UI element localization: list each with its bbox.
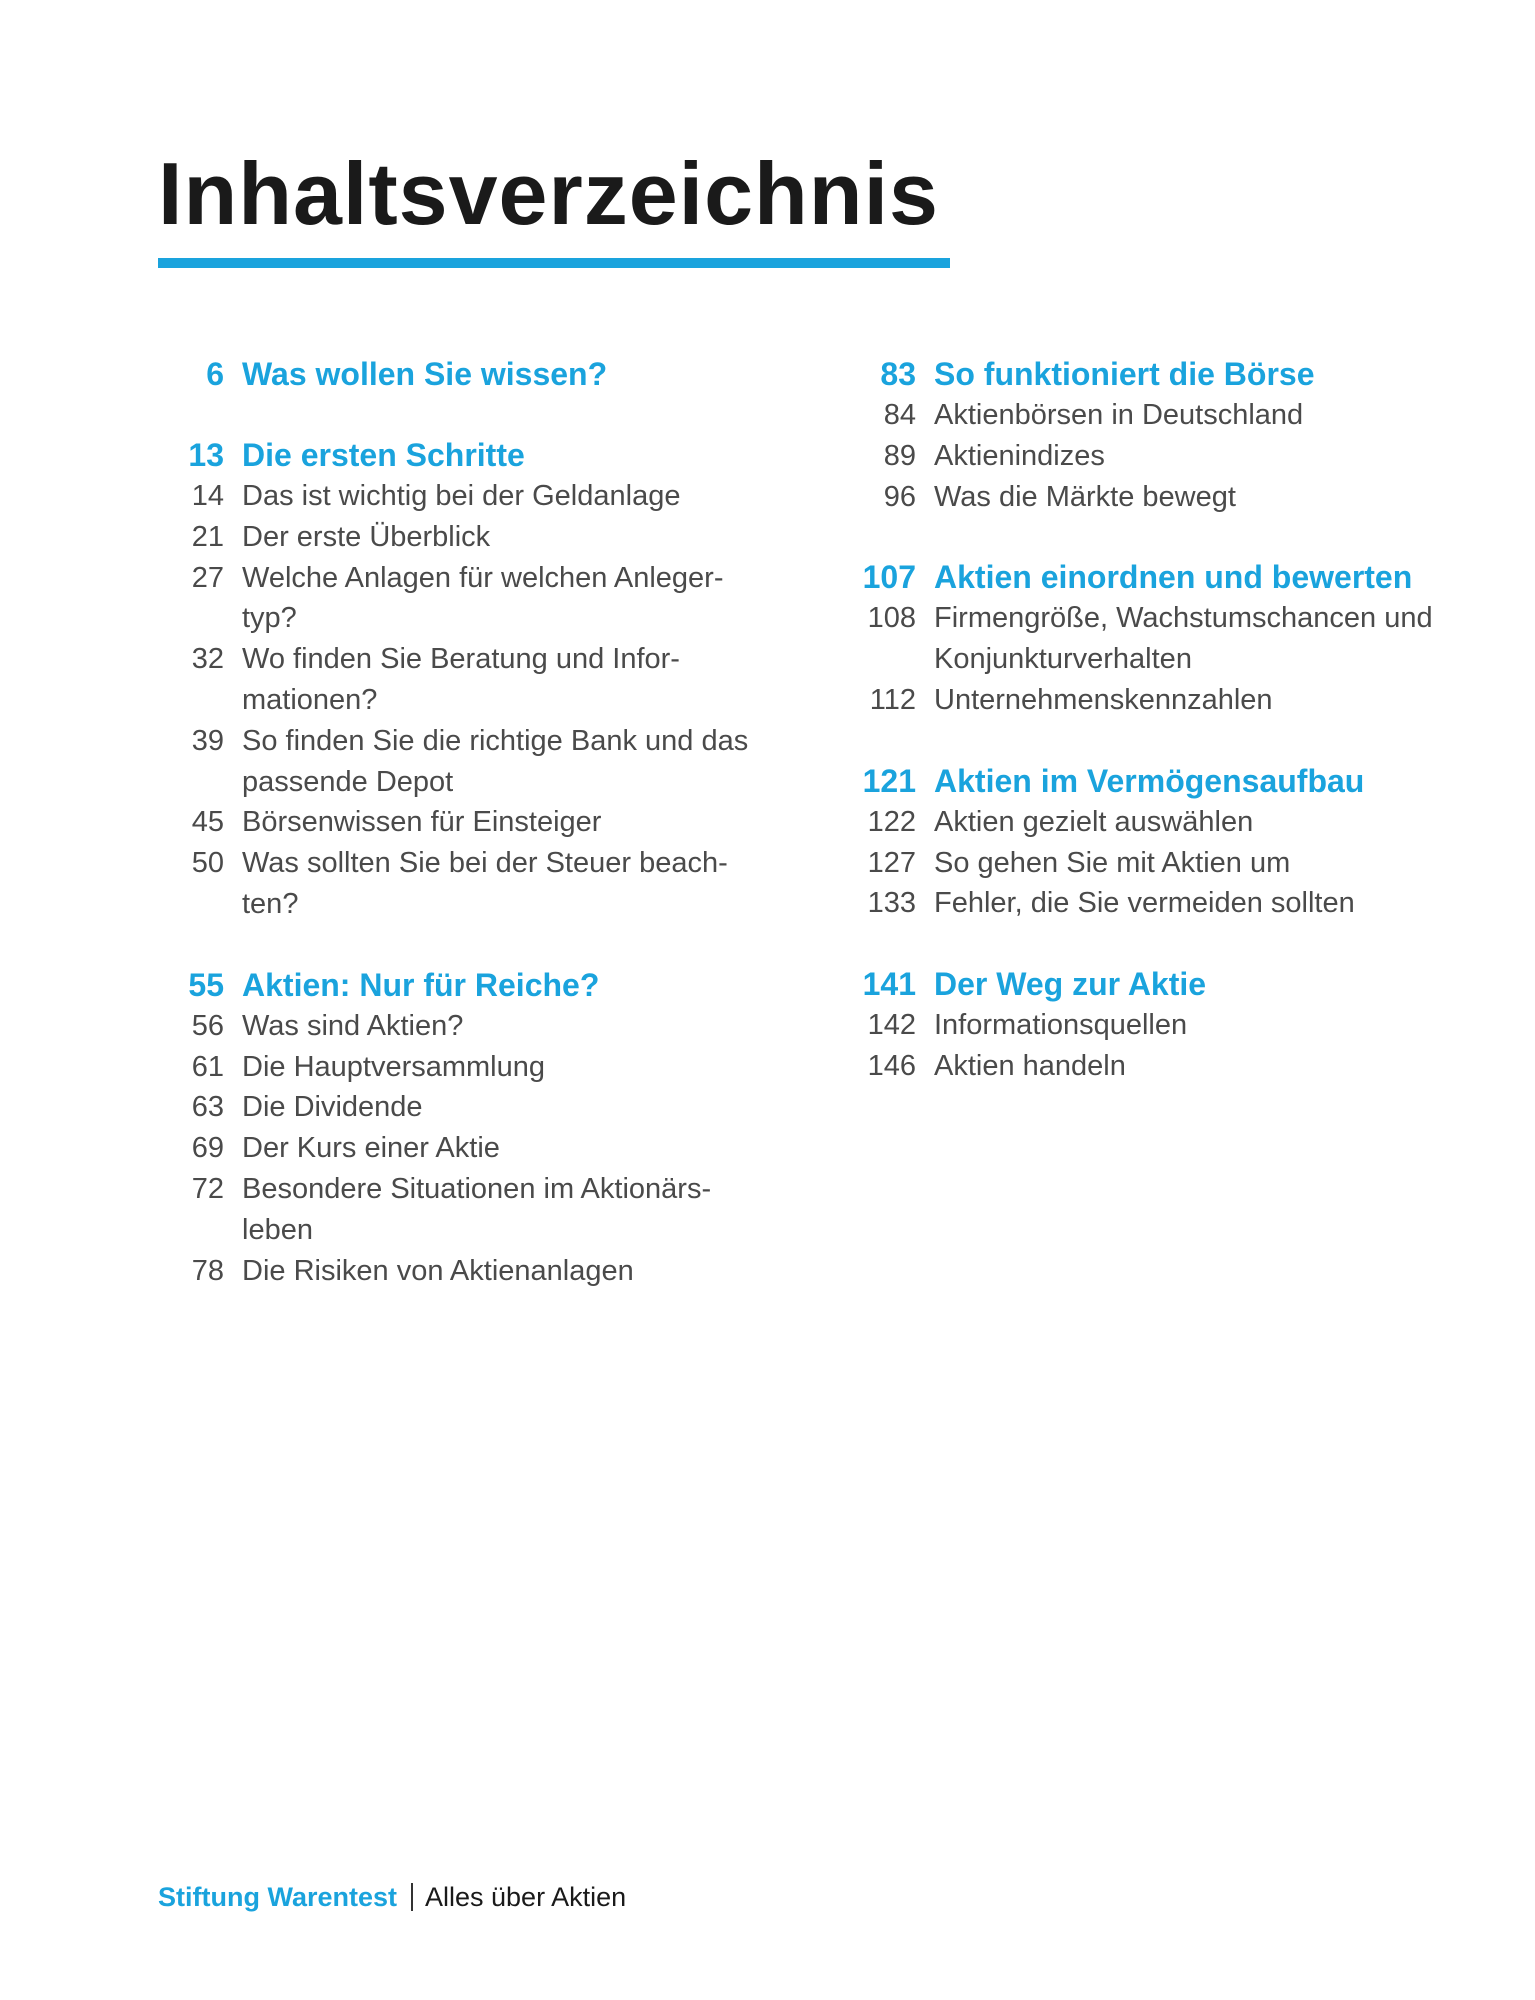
entry-title: Der erste Überblick (242, 520, 491, 553)
toc-entry[interactable] (168, 639, 808, 721)
footer-book-title: Alles über Aktien (425, 1882, 627, 1912)
toc-entry[interactable] (168, 1251, 808, 1292)
toc-section (168, 435, 808, 925)
chapter-page-number: 83 (880, 356, 916, 392)
entry-page-number: 39 (191, 724, 224, 757)
entry-title: Firmengröße, Wachstumschancen und Konjunkturverhalten (934, 602, 1433, 676)
entry-page-number: 56 (191, 1009, 224, 1042)
toc-entry[interactable] (168, 1128, 808, 1169)
toc-entry[interactable] (168, 1006, 808, 1047)
entry-page-number: 96 (883, 480, 916, 513)
chapter-title: Der Weg zur Aktie (934, 966, 1207, 1003)
toc-section (850, 557, 1510, 720)
chapter-page-number: 55 (188, 966, 224, 1003)
entry-title: Aktienindizes (934, 439, 1105, 472)
entry-title: Was sollten Sie bei der Steuer beach- ten? (242, 847, 728, 920)
toc-entry[interactable] (850, 843, 1510, 884)
entry-title: Wo finden Sie Beratung und Infor- mationen? (242, 643, 680, 716)
entry-title: Die Dividende (242, 1091, 423, 1124)
entry-page-number: 50 (191, 847, 224, 880)
chapter-page-number: 141 (862, 966, 916, 1003)
toc-section (850, 761, 1510, 924)
entry-title: Aktien gezielt auswählen (934, 805, 1254, 838)
toc-entry[interactable] (850, 395, 1510, 436)
toc-entry[interactable] (168, 1087, 808, 1128)
toc-chapter-heading[interactable] (850, 964, 1510, 1005)
entry-title: Was die Märkte bewegt (934, 480, 1236, 513)
toc-entry[interactable] (850, 436, 1510, 477)
chapter-title: Die ersten Schritte (242, 437, 525, 473)
chapter-title: Was wollen Sie wissen? (242, 356, 608, 392)
toc-section (850, 354, 1510, 517)
entry-title: Informationsquellen (934, 1009, 1188, 1042)
entry-page-number: 63 (191, 1091, 224, 1124)
entry-title: Unternehmenskennzahlen (934, 683, 1273, 716)
toc-chapter-heading[interactable] (850, 761, 1510, 802)
entry-title: Die Hauptversammlung (242, 1050, 546, 1083)
toc-entry[interactable] (168, 558, 808, 640)
entry-page-number: 32 (191, 643, 224, 676)
chapter-title: Aktien im Vermögensaufbau (934, 762, 1365, 799)
entry-title: Aktien handeln (934, 1049, 1126, 1082)
toc-chapter-heading[interactable] (850, 557, 1510, 598)
entry-title: So gehen Sie mit Aktien um (934, 846, 1291, 879)
chapter-page-number: 6 (206, 356, 224, 392)
entry-title: Der Kurs einer Aktie (242, 1132, 500, 1165)
toc-entry[interactable] (168, 517, 808, 558)
toc-entry[interactable] (850, 1046, 1510, 1087)
toc-chapter-heading[interactable] (168, 354, 808, 395)
toc-right-column (850, 354, 1510, 1127)
entry-page-number: 146 (867, 1049, 916, 1082)
entry-title: Aktienbörsen in Deutschland (934, 399, 1304, 431)
entry-page-number: 127 (867, 846, 916, 879)
entry-page-number: 112 (869, 683, 916, 716)
entry-page-number: 84 (883, 399, 916, 431)
chapter-title: Aktien: Nur für Reiche? (242, 966, 600, 1003)
footer (158, 1880, 626, 1914)
entry-title: Börsenwissen für Einsteiger (242, 806, 602, 839)
entry-page-number: 72 (191, 1172, 224, 1205)
chapter-page-number: 121 (862, 762, 916, 799)
entry-page-number: 45 (191, 806, 224, 839)
footer-separator (411, 1883, 413, 1911)
entry-page-number: 133 (867, 887, 916, 920)
entry-page-number: 142 (867, 1009, 916, 1042)
toc-entry[interactable] (850, 598, 1510, 680)
toc-section (168, 354, 808, 395)
footer-publisher: Stiftung Warentest (158, 1882, 397, 1912)
entry-page-number: 78 (191, 1254, 224, 1287)
entry-page-number: 108 (867, 602, 916, 635)
toc-entry[interactable] (850, 802, 1510, 843)
chapter-page-number: 107 (862, 559, 916, 596)
entry-page-number: 89 (883, 439, 916, 472)
toc-entry[interactable] (168, 721, 808, 803)
entry-page-number: 122 (867, 805, 916, 838)
toc-left-column (168, 354, 808, 1331)
entry-page-number: 61 (191, 1050, 224, 1083)
toc-section (168, 965, 808, 1292)
entry-title: Besondere Situationen im Aktionärs- leben (242, 1172, 712, 1246)
entry-title: Welche Anlagen für welchen Anleger- typ? (242, 561, 724, 635)
toc-section (850, 964, 1510, 1087)
entry-page-number: 14 (191, 480, 224, 512)
entry-title: Die Risiken von Aktienanlagen (242, 1254, 634, 1287)
entry-title: Fehler, die Sie vermeiden sollten (934, 887, 1355, 920)
entry-page-number: 69 (191, 1132, 224, 1165)
toc-entry[interactable] (850, 1005, 1510, 1046)
toc-entry[interactable] (850, 680, 1510, 721)
toc-entry[interactable] (850, 477, 1510, 518)
toc-entry[interactable] (168, 1169, 808, 1251)
toc-entry[interactable] (168, 843, 808, 925)
entry-title: Was sind Aktien? (242, 1009, 464, 1042)
toc-entry[interactable] (168, 802, 808, 843)
entry-title: Das ist wichtig bei der Geldanlage (242, 480, 681, 512)
chapter-title: So funktioniert die Börse (934, 356, 1315, 392)
chapter-title: Aktien einordnen und bewerten (934, 559, 1413, 596)
entry-title: So finden Sie die richtige Bank und das passende Depot (242, 724, 749, 798)
toc-entry[interactable] (168, 476, 808, 517)
toc-chapter-heading[interactable] (168, 965, 808, 1006)
toc-entry[interactable] (850, 883, 1510, 924)
toc-entry[interactable] (168, 1047, 808, 1088)
chapter-page-number: 13 (188, 437, 224, 473)
title-underline (158, 258, 950, 268)
entry-page-number: 27 (191, 561, 224, 594)
toc-chapter-heading[interactable] (168, 435, 808, 476)
page-title: Inhaltsverzeichnis (158, 144, 939, 243)
toc-chapter-heading[interactable] (850, 354, 1510, 395)
entry-page-number: 21 (191, 520, 224, 553)
